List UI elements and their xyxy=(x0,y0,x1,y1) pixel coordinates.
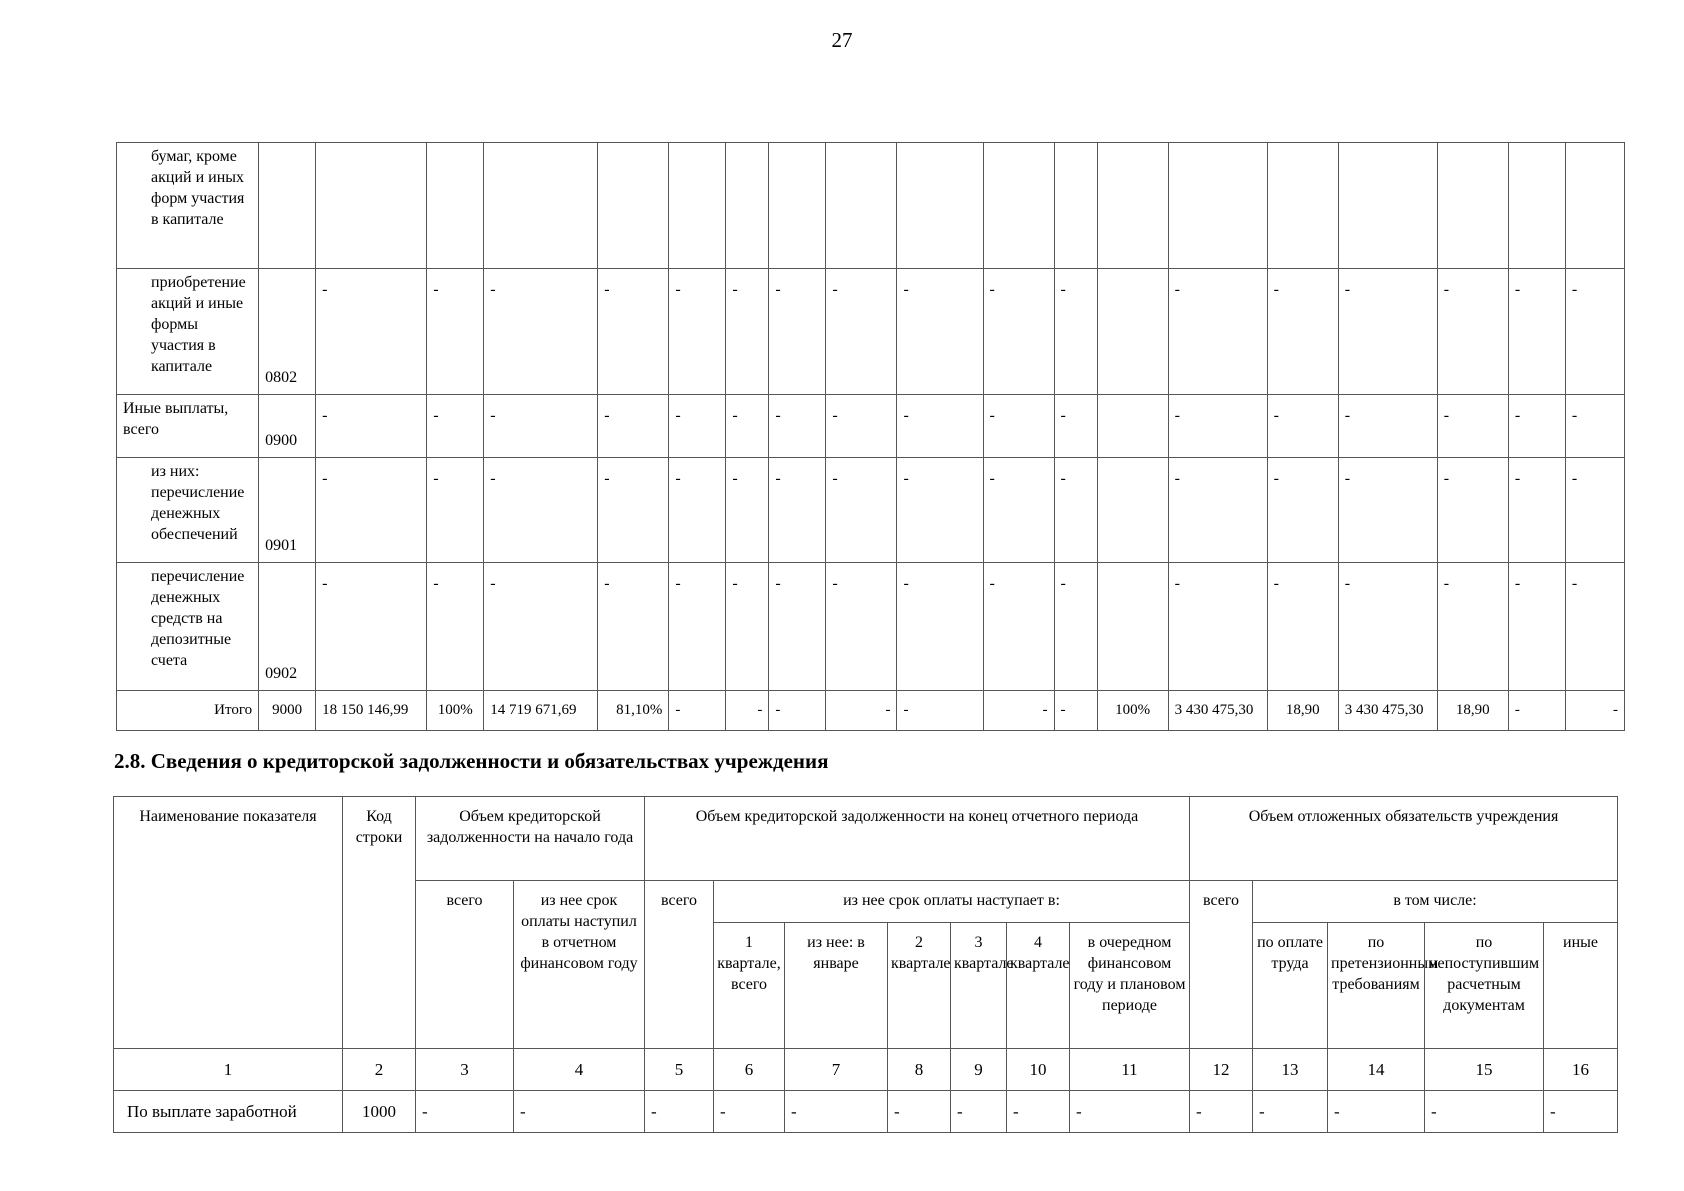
header-name: Наименование показателя xyxy=(114,797,343,1049)
table-row xyxy=(117,395,1625,458)
table-cell xyxy=(427,143,484,269)
table-cell: - xyxy=(598,269,669,395)
table-cell: - xyxy=(1168,269,1267,395)
table-cell xyxy=(316,143,427,269)
table-cell xyxy=(669,143,726,269)
total-cell: 14 719 671,69 xyxy=(484,691,598,731)
table-cell: - xyxy=(598,563,669,691)
table-cell: - xyxy=(983,563,1054,691)
header-deferred: Объем отложенных обязательств учреждения xyxy=(1190,797,1618,881)
table-cell: - xyxy=(1508,395,1565,458)
column-number: 9 xyxy=(951,1049,1007,1091)
table-cell: - xyxy=(1544,1091,1618,1133)
table-cell: - xyxy=(1437,563,1508,691)
table-cell: - xyxy=(1054,269,1097,395)
header-next-period: в очередном финансовом году и плановом периоде xyxy=(1070,923,1190,1049)
total-cell: - xyxy=(826,691,897,731)
total-cell: - xyxy=(897,691,983,731)
table-cell: - xyxy=(1565,269,1624,395)
column-number: 6 xyxy=(714,1049,785,1091)
table-cell: - xyxy=(484,563,598,691)
row-name: бумаг, кроме акций и иных форм участия в капитале xyxy=(117,143,259,269)
table-cell: - xyxy=(669,458,726,563)
column-number: 7 xyxy=(785,1049,888,1091)
table-cell: - xyxy=(316,269,427,395)
table-cell: - xyxy=(1565,458,1624,563)
row-code: 0802 xyxy=(259,269,316,395)
table-cell: - xyxy=(714,1091,785,1133)
table-cell: - xyxy=(951,1091,1007,1133)
total-cell: - xyxy=(1508,691,1565,731)
table-cell: - xyxy=(316,563,427,691)
table-cell: - xyxy=(1565,563,1624,691)
header-q3: 3 квартале xyxy=(951,923,1007,1049)
header-begin-total: всего xyxy=(416,881,514,1049)
total-cell: 18,90 xyxy=(1267,691,1338,731)
table-cell: - xyxy=(1168,395,1267,458)
table-cell: - xyxy=(826,395,897,458)
table-cell: - xyxy=(1267,395,1338,458)
table-cell: - xyxy=(1267,458,1338,563)
table-cell xyxy=(1054,143,1097,269)
column-number: 2 xyxy=(343,1049,416,1091)
table-cell: - xyxy=(1508,269,1565,395)
table-cell: - xyxy=(598,395,669,458)
table-cell xyxy=(598,143,669,269)
total-cell: - xyxy=(1054,691,1097,731)
column-number: 5 xyxy=(645,1049,714,1091)
total-cell: 3 430 475,30 xyxy=(1168,691,1267,731)
header-deferred-total: всего xyxy=(1190,881,1253,1049)
table-cell: - xyxy=(1425,1091,1544,1133)
table-cell: - xyxy=(826,269,897,395)
total-cell: 18,90 xyxy=(1437,691,1508,731)
table-cell: - xyxy=(1267,269,1338,395)
table-cell xyxy=(1097,269,1168,395)
table-cell: - xyxy=(1168,563,1267,691)
total-cell: - xyxy=(769,691,826,731)
table-cell xyxy=(726,143,769,269)
table-cell: - xyxy=(726,458,769,563)
table-row xyxy=(117,269,1625,395)
row-name: приобретение акций и иные формы участия в капитале xyxy=(117,269,259,395)
table-row xyxy=(117,458,1625,563)
table-cell: - xyxy=(514,1091,645,1133)
table-cell: - xyxy=(897,563,983,691)
page-number: 27 xyxy=(831,28,853,52)
table-cell: - xyxy=(1437,395,1508,458)
column-number: 11 xyxy=(1070,1049,1190,1091)
header-end: Объем кредиторской задолженности на конец отчетного периода xyxy=(645,797,1190,881)
table-cell: - xyxy=(1338,269,1437,395)
table-cell xyxy=(769,143,826,269)
table-cell: - xyxy=(1328,1091,1425,1133)
payments-table xyxy=(116,142,1625,731)
header-due-in: из нее срок оплаты наступает в: xyxy=(714,881,1190,923)
table-row xyxy=(117,143,1625,269)
table-cell: - xyxy=(598,458,669,563)
table-cell: - xyxy=(769,458,826,563)
table-cell: - xyxy=(1190,1091,1253,1133)
table-cell: - xyxy=(1007,1091,1070,1133)
table-cell: - xyxy=(897,395,983,458)
column-number: 15 xyxy=(1425,1049,1544,1091)
table-cell: - xyxy=(1338,395,1437,458)
row-code: 0901 xyxy=(259,458,316,563)
table-cell: - xyxy=(669,269,726,395)
total-label: Итого xyxy=(117,691,259,731)
table-cell: - xyxy=(888,1091,951,1133)
row-code: 0900 xyxy=(259,395,316,458)
row-code: 1000 xyxy=(343,1091,416,1133)
table-cell: - xyxy=(1437,458,1508,563)
column-number: 14 xyxy=(1328,1049,1425,1091)
table-cell: - xyxy=(769,395,826,458)
table-cell: - xyxy=(1054,458,1097,563)
column-number: 13 xyxy=(1253,1049,1328,1091)
total-cell: 18 150 146,99 xyxy=(316,691,427,731)
table-cell: - xyxy=(645,1091,714,1133)
table-cell: - xyxy=(1267,563,1338,691)
table-cell: - xyxy=(1508,458,1565,563)
row-code: 0902 xyxy=(259,563,316,691)
table-cell xyxy=(1097,395,1168,458)
total-cell: - xyxy=(669,691,726,731)
total-cell: 3 430 475,30 xyxy=(1338,691,1437,731)
row-name: Иные выплаты, всего xyxy=(117,395,259,458)
table-row xyxy=(117,563,1625,691)
table-cell xyxy=(1565,143,1624,269)
header-docs: по непоступившим расчетным документам xyxy=(1425,923,1544,1049)
table-cell: - xyxy=(1054,395,1097,458)
table-cell: - xyxy=(1565,395,1624,458)
table-cell: - xyxy=(826,458,897,563)
table-cell xyxy=(1508,143,1565,269)
column-number: 4 xyxy=(514,1049,645,1091)
total-row xyxy=(117,691,1625,731)
header-q4: 4 квартале xyxy=(1007,923,1070,1049)
table-cell: - xyxy=(726,269,769,395)
column-number: 12 xyxy=(1190,1049,1253,1091)
total-cell: - xyxy=(983,691,1054,731)
table-cell: - xyxy=(427,563,484,691)
table-cell xyxy=(1097,143,1168,269)
table-cell: - xyxy=(484,269,598,395)
table-cell: - xyxy=(416,1091,514,1133)
column-number: 1 xyxy=(114,1049,343,1091)
row-code xyxy=(259,143,316,269)
total-cell: 81,10% xyxy=(598,691,669,731)
total-code: 9000 xyxy=(259,691,316,731)
section-heading: 2.8. Сведения о кредиторской задолженности и обязательствах учреждения xyxy=(114,749,829,773)
total-cell: - xyxy=(726,691,769,731)
table-cell: - xyxy=(484,395,598,458)
table-cell xyxy=(1437,143,1508,269)
table-cell: - xyxy=(1070,1091,1190,1133)
table-cell: - xyxy=(669,395,726,458)
header-begin-overdue: из нее срок оплаты наступил в отчетном финансовом году xyxy=(514,881,645,1049)
table-cell: - xyxy=(1338,563,1437,691)
creditor-debt-table xyxy=(113,796,1618,1133)
row-name: По выплате заработной xyxy=(114,1091,343,1133)
table-cell: - xyxy=(983,395,1054,458)
total-cell: 100% xyxy=(1097,691,1168,731)
header-begin: Объем кредиторской задолженности на начало года xyxy=(416,797,645,881)
header-jan: из нее: в январе xyxy=(785,923,888,1049)
table-cell xyxy=(983,143,1054,269)
table-cell: - xyxy=(726,395,769,458)
table-cell xyxy=(1168,143,1267,269)
table-row xyxy=(114,1091,1618,1133)
header-including: в том числе: xyxy=(1253,881,1618,923)
column-number: 16 xyxy=(1544,1049,1618,1091)
total-cell: 100% xyxy=(427,691,484,731)
column-number: 8 xyxy=(888,1049,951,1091)
table-cell: - xyxy=(897,269,983,395)
header-claims: по претензионным требованиям xyxy=(1328,923,1425,1049)
column-number: 3 xyxy=(416,1049,514,1091)
table-cell: - xyxy=(726,563,769,691)
table-cell: - xyxy=(769,563,826,691)
table-cell: - xyxy=(769,269,826,395)
table-cell: - xyxy=(1168,458,1267,563)
table-cell xyxy=(1097,458,1168,563)
table-cell: - xyxy=(983,269,1054,395)
table-cell xyxy=(1097,563,1168,691)
header-code: Код строки xyxy=(343,797,416,1049)
table-cell xyxy=(826,143,897,269)
table-cell: - xyxy=(316,458,427,563)
header-q2: 2 квартале xyxy=(888,923,951,1049)
table-cell xyxy=(897,143,983,269)
header-q1: 1 квартале, всего xyxy=(714,923,785,1049)
table-cell: - xyxy=(1508,563,1565,691)
table-cell: - xyxy=(826,563,897,691)
table-cell xyxy=(1267,143,1338,269)
row-name: перечисление денежных средств на депозитные счета xyxy=(117,563,259,691)
table-cell xyxy=(484,143,598,269)
column-number: 10 xyxy=(1007,1049,1070,1091)
table-cell xyxy=(1338,143,1437,269)
table-cell: - xyxy=(427,269,484,395)
table-cell: - xyxy=(1054,563,1097,691)
header-wages: по оплате труда xyxy=(1253,923,1328,1049)
header-other: иные xyxy=(1544,923,1618,1049)
table-cell: - xyxy=(983,458,1054,563)
row-name: из них: перечисление денежных обеспечений xyxy=(117,458,259,563)
table-cell: - xyxy=(1437,269,1508,395)
table-cell: - xyxy=(897,458,983,563)
header-end-total: всего xyxy=(645,881,714,1049)
table-cell: - xyxy=(1338,458,1437,563)
table-cell: - xyxy=(1253,1091,1328,1133)
table-cell: - xyxy=(484,458,598,563)
table-cell: - xyxy=(427,458,484,563)
table-cell: - xyxy=(785,1091,888,1133)
total-cell: - xyxy=(1565,691,1624,731)
table-cell: - xyxy=(316,395,427,458)
table-cell: - xyxy=(669,563,726,691)
table-cell: - xyxy=(427,395,484,458)
